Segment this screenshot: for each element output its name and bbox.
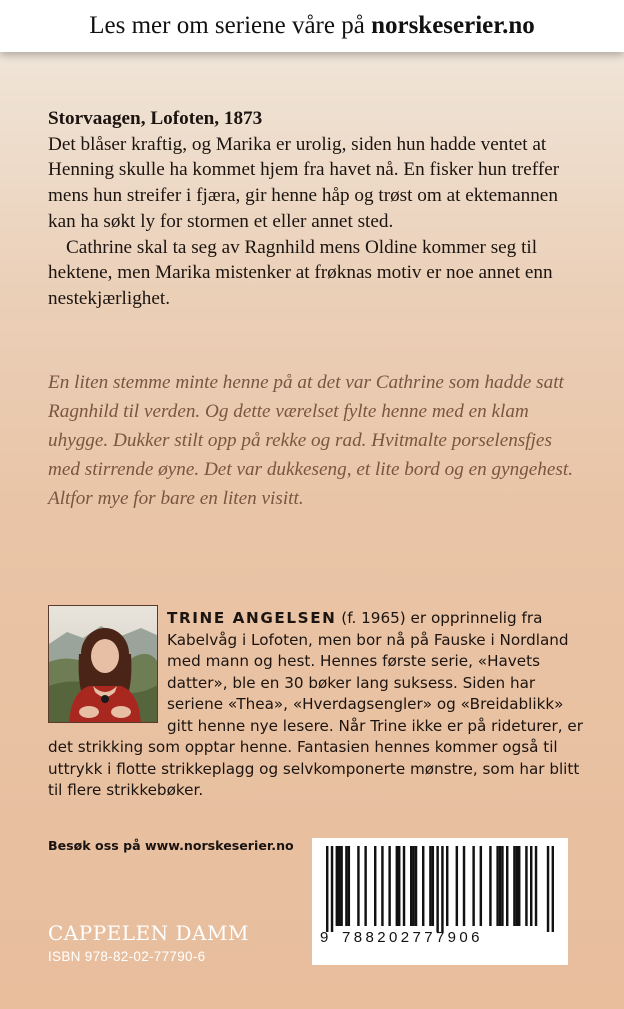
blurb-section <box>48 106 588 312</box>
barcode-bar <box>480 846 482 926</box>
barcode-number <box>320 929 483 946</box>
photo-spacer <box>48 608 161 732</box>
barcode-bar <box>547 846 549 932</box>
author-bio-text: (f. 1965) er opprinnelig fra Kabelvåg i Lofoten, men bor nå på Fauske i Nordland med mann og hest. Hennes første serie, «Havets datter», ble en 30 bøker lang suksess. Siden har seriene «Thea», «Hverdagsengler» og «Breidablikk» gitt henne nye lesere. Når Trine ikke er på rideturer, er det strikking som opptar henne. Fantasien hennes kommer også til uttrykk i flotte strikkeplagg og selvkomponerte mønstre, som har blitt til flere strikkebøker. <box>48 609 583 799</box>
barcode-bar <box>506 846 508 926</box>
barcode-bar <box>513 846 515 926</box>
barcode-bar <box>331 846 333 932</box>
barcode-bar <box>525 846 527 926</box>
barcode-bar <box>412 846 414 926</box>
barcode-bar <box>381 846 383 926</box>
barcode-bar <box>456 846 458 926</box>
barcode-bar <box>403 846 405 926</box>
barcode-bar <box>326 846 328 932</box>
barcode-bar <box>436 846 438 932</box>
barcode-bars <box>326 846 554 932</box>
barcode-bar <box>398 846 400 926</box>
barcode-bar <box>518 846 520 926</box>
barcode-bar <box>496 846 498 926</box>
blurb-paragraph-1: Det blåser kraftig, og Marika er urolig, siden hun hadde ventet at Henning skulle ha kommet hjem fra havet nå. En fisker hun treffer mens hun streifer i fjæra, gir henne håp og trøst om at ektemannen kan ha søkt ly for stormen et eller annet sted. <box>48 133 560 232</box>
top-banner <box>0 0 624 52</box>
barcode-bar <box>432 846 434 926</box>
barcode-bar <box>472 846 474 926</box>
barcode-bar <box>489 846 491 926</box>
barcode-bar <box>340 846 342 926</box>
barcode-bar <box>530 846 532 926</box>
blurb-heading: Storvaagen, Lofoten, 1873 <box>48 108 263 129</box>
barcode-bar <box>501 846 503 926</box>
barcode-bar <box>516 846 518 926</box>
banner-site-link[interactable]: norskeserier.no <box>371 12 535 39</box>
barcode-bar <box>429 846 431 926</box>
banner-prefix: Les mer om seriene våre på <box>89 12 365 39</box>
barcode-bar <box>499 846 501 926</box>
barcode-bar <box>348 846 350 926</box>
barcode-bar <box>441 846 443 932</box>
barcode-bar <box>463 846 465 926</box>
barcode-bar <box>357 846 359 926</box>
blurb-paragraph-2: Cathrine skal ta seg av Ragnhild mens Oldine kommer seg til hektene, men Marika mistenker at frøknas motiv er noe annet enn nestekjærlighet. <box>48 236 553 309</box>
barcode-box <box>312 838 568 965</box>
barcode-bar <box>415 846 417 926</box>
barcode-first-digit: 9 <box>320 929 332 946</box>
barcode-bar <box>422 846 424 926</box>
barcode-digits: 788202777906 <box>342 929 483 946</box>
barcode-bar <box>552 846 554 932</box>
barcode-bar <box>535 846 537 926</box>
author-bio <box>48 608 588 802</box>
barcode-bar <box>388 846 390 926</box>
barcode-bar <box>446 846 448 926</box>
barcode-bar <box>336 846 338 926</box>
author-name: TRINE ANGELSEN <box>167 609 337 627</box>
visit-website-text[interactable]: Besøk oss på www.norskeserier.no <box>48 838 294 853</box>
publisher-logo: CAPPELEN DAMM <box>48 921 249 945</box>
barcode-bar <box>374 846 376 926</box>
barcode-bar <box>364 846 366 926</box>
isbn-text: ISBN 978-82-02-77790-6 <box>48 949 206 964</box>
barcode-bar <box>345 846 347 926</box>
barcode-bar <box>410 846 412 926</box>
barcode-bar <box>396 846 398 926</box>
excerpt-quote: En liten stemme minte henne på at det var Cathrine som hadde satt Ragnhild til verden. Og dette værelset fylte henne med en klam uhygge. Dukker stilt opp på rekke og rad. Hvitmalte porselensfjes med stirrende øyne. Det var dukkeseng, et lite bord og en gyngehest. Altfor mye for bare en liten visitt. <box>48 372 574 509</box>
barcode-bar <box>338 846 340 926</box>
